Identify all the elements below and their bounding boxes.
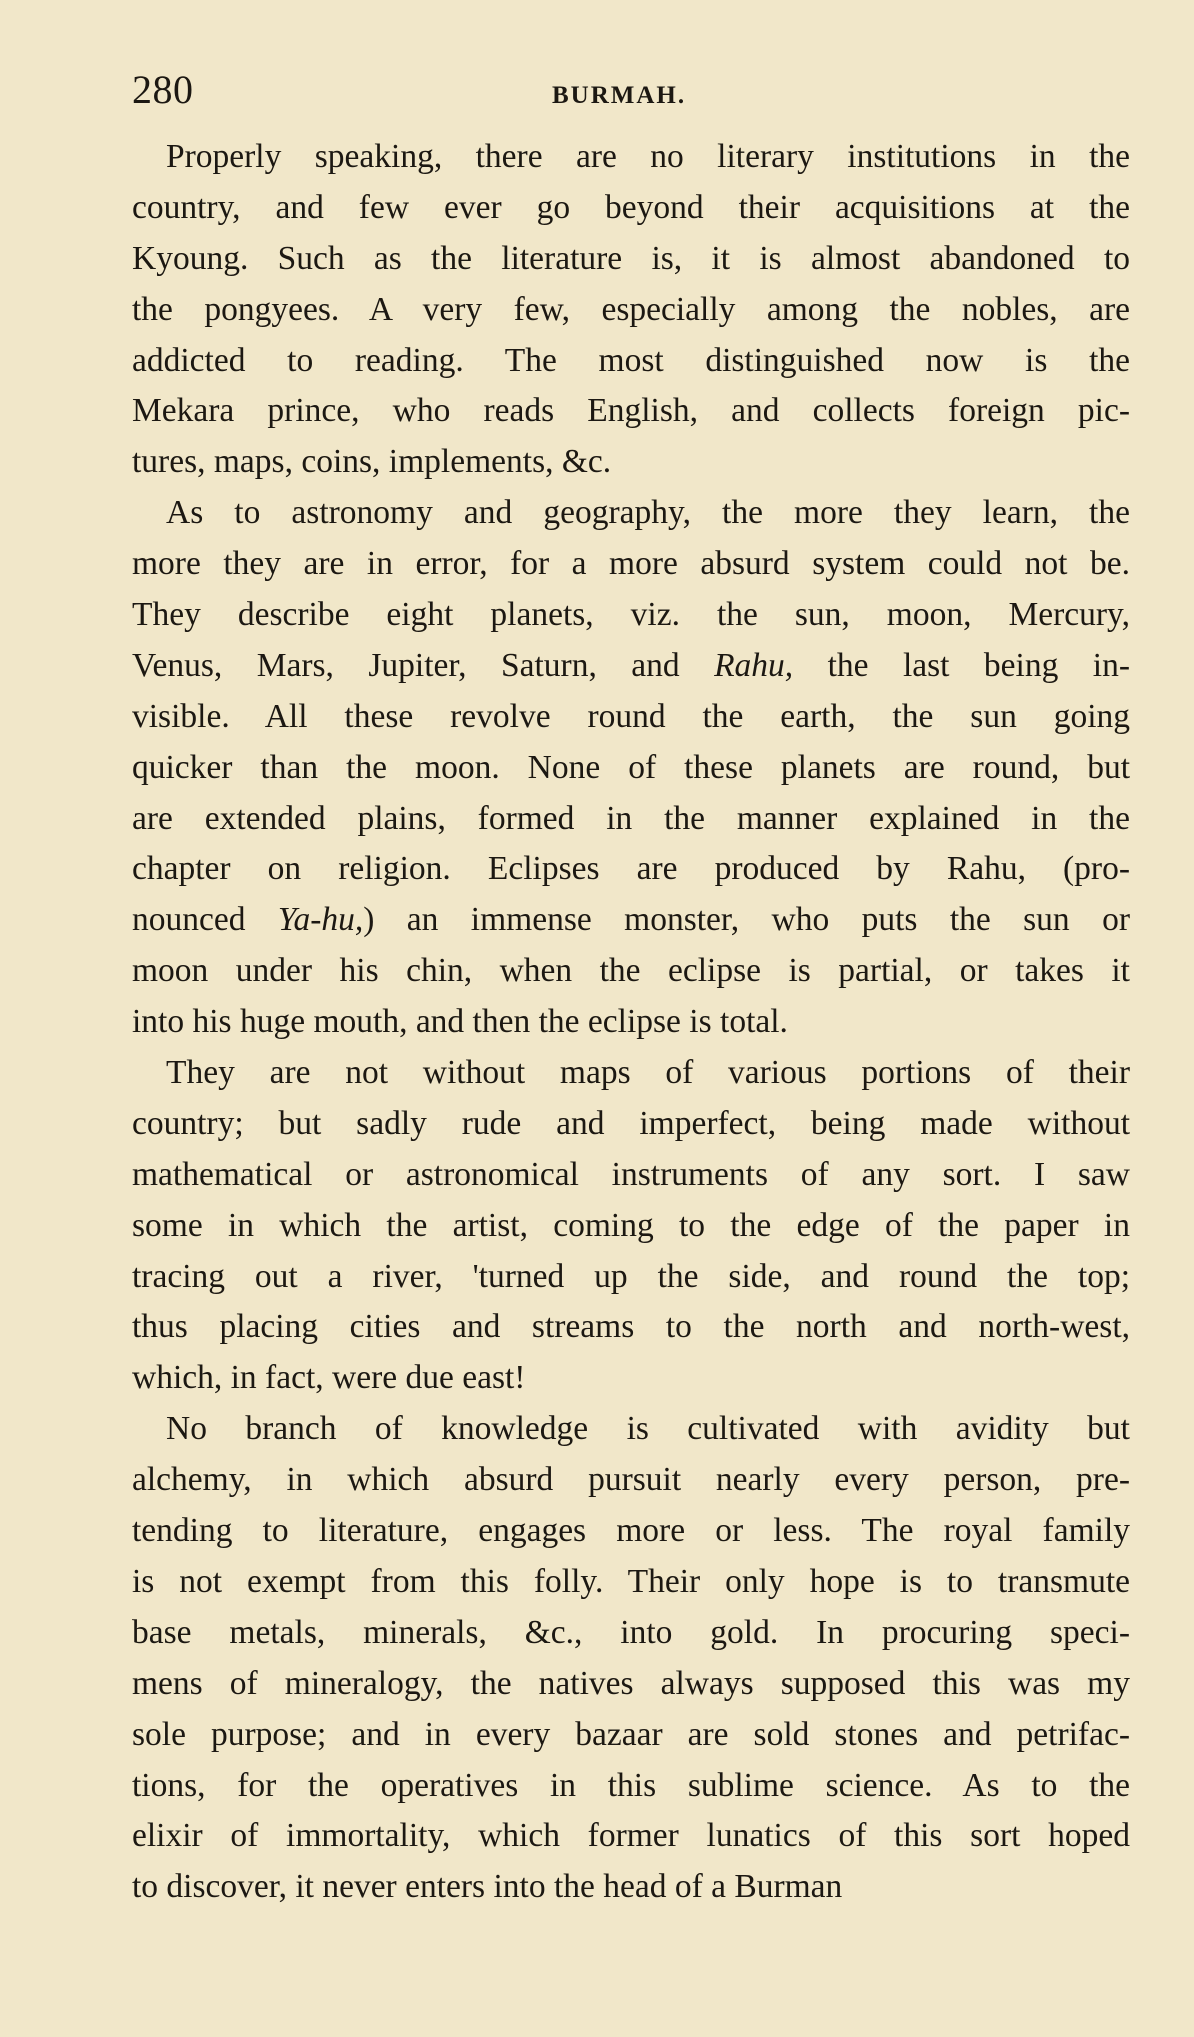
text-line: quicker than the moon. None of these planets are round, but [132, 748, 1130, 786]
paragraph [132, 488, 1130, 1048]
text-line: tending to literature, engages more or less. The royal family [132, 1512, 1130, 1550]
text-line: moon under his chin, when the eclipse is partial, or takes it [132, 952, 1130, 990]
text-line: chapter on religion. Eclipses are produced by Rahu, (pro- [132, 850, 1130, 888]
text-line: into his huge mouth, and then the eclipse is total. [132, 1003, 788, 1041]
text-line: are extended plains, formed in the manner explained in the [132, 799, 1130, 837]
text-line: tracing out a river, 'turned up the side, and round the top; [132, 1257, 1130, 1295]
text-line: addicted to reading. The most distinguished now is the [132, 341, 1130, 379]
running-head: BURMAH. [552, 82, 687, 109]
text-line: sole purpose; and in every bazaar are sold stones and petrifac- [132, 1715, 1130, 1753]
italic-term: Rahu, [714, 646, 794, 684]
text-run: nounced [132, 901, 278, 939]
page-header [132, 58, 1130, 118]
text-line: elixir of immortality, which former lunatics of this sort hoped [132, 1817, 1130, 1855]
text-line: alchemy, in which absurd pursuit nearly every person, pre- [132, 1461, 1130, 1499]
text-line: the pongyees. A very few, especially among the nobles, are [132, 290, 1130, 328]
text-run: ) an immense monster, who puts the sun or [363, 901, 1130, 939]
text-line: Properly speaking, there are no literary institutions in the [166, 138, 1130, 175]
text-line: tures, maps, coins, implements, &c. [132, 443, 612, 481]
text-line: No branch of knowledge is cultivated with avidity but [166, 1410, 1130, 1448]
paragraph [132, 1048, 1130, 1404]
text-line: They describe eight planets, viz. the sun, moon, Mercury, [132, 596, 1130, 634]
text-line: As to astronomy and geography, the more they learn, the [166, 494, 1130, 532]
text-line [132, 895, 1130, 946]
italic-term: Ya-hu, [277, 901, 364, 939]
text-run: the last being in- [793, 646, 1130, 684]
text-line: Kyoung. Such as the literature is, it is almost abandoned to [132, 239, 1130, 277]
paragraph [132, 1404, 1130, 1913]
text-line: visible. All these revolve round the earth, the sun going [132, 697, 1130, 735]
text-line: more they are in error, for a more absurd system could not be. [132, 545, 1130, 583]
body-text [132, 132, 1130, 1913]
text-line: tions, for the operatives in this sublime science. As to the [132, 1766, 1130, 1804]
text-line: base metals, minerals, &c., into gold. In procuring speci- [132, 1613, 1130, 1651]
text-line: country, and few ever go beyond their acquisitions at the [132, 188, 1130, 226]
text-line: thus placing cities and streams to the north and north-west, [132, 1308, 1130, 1346]
text-line: some in which the artist, coming to the edge of the paper in [132, 1206, 1130, 1244]
page-number: 280 [132, 67, 194, 112]
text-line: country; but sadly rude and imperfect, being made without [132, 1104, 1130, 1142]
text-line [132, 641, 1130, 692]
text-line: which, in fact, were due east! [132, 1359, 526, 1397]
text-line: Mekara prince, who reads English, and collects foreign pic- [132, 392, 1130, 430]
text-run: Venus, Mars, Jupiter, Saturn, and [132, 646, 715, 684]
paragraph [132, 132, 1130, 488]
text-line: mathematical or astronomical instruments of any sort. I saw [132, 1155, 1130, 1193]
text-line: is not exempt from this folly. Their only hope is to transmute [132, 1562, 1130, 1600]
text-line: to discover, it never enters into the head of a Burman [132, 1868, 843, 1906]
text-line: They are not without maps of various portions of their [166, 1054, 1130, 1092]
text-line: mens of mineralogy, the natives always supposed this was my [132, 1664, 1130, 1702]
